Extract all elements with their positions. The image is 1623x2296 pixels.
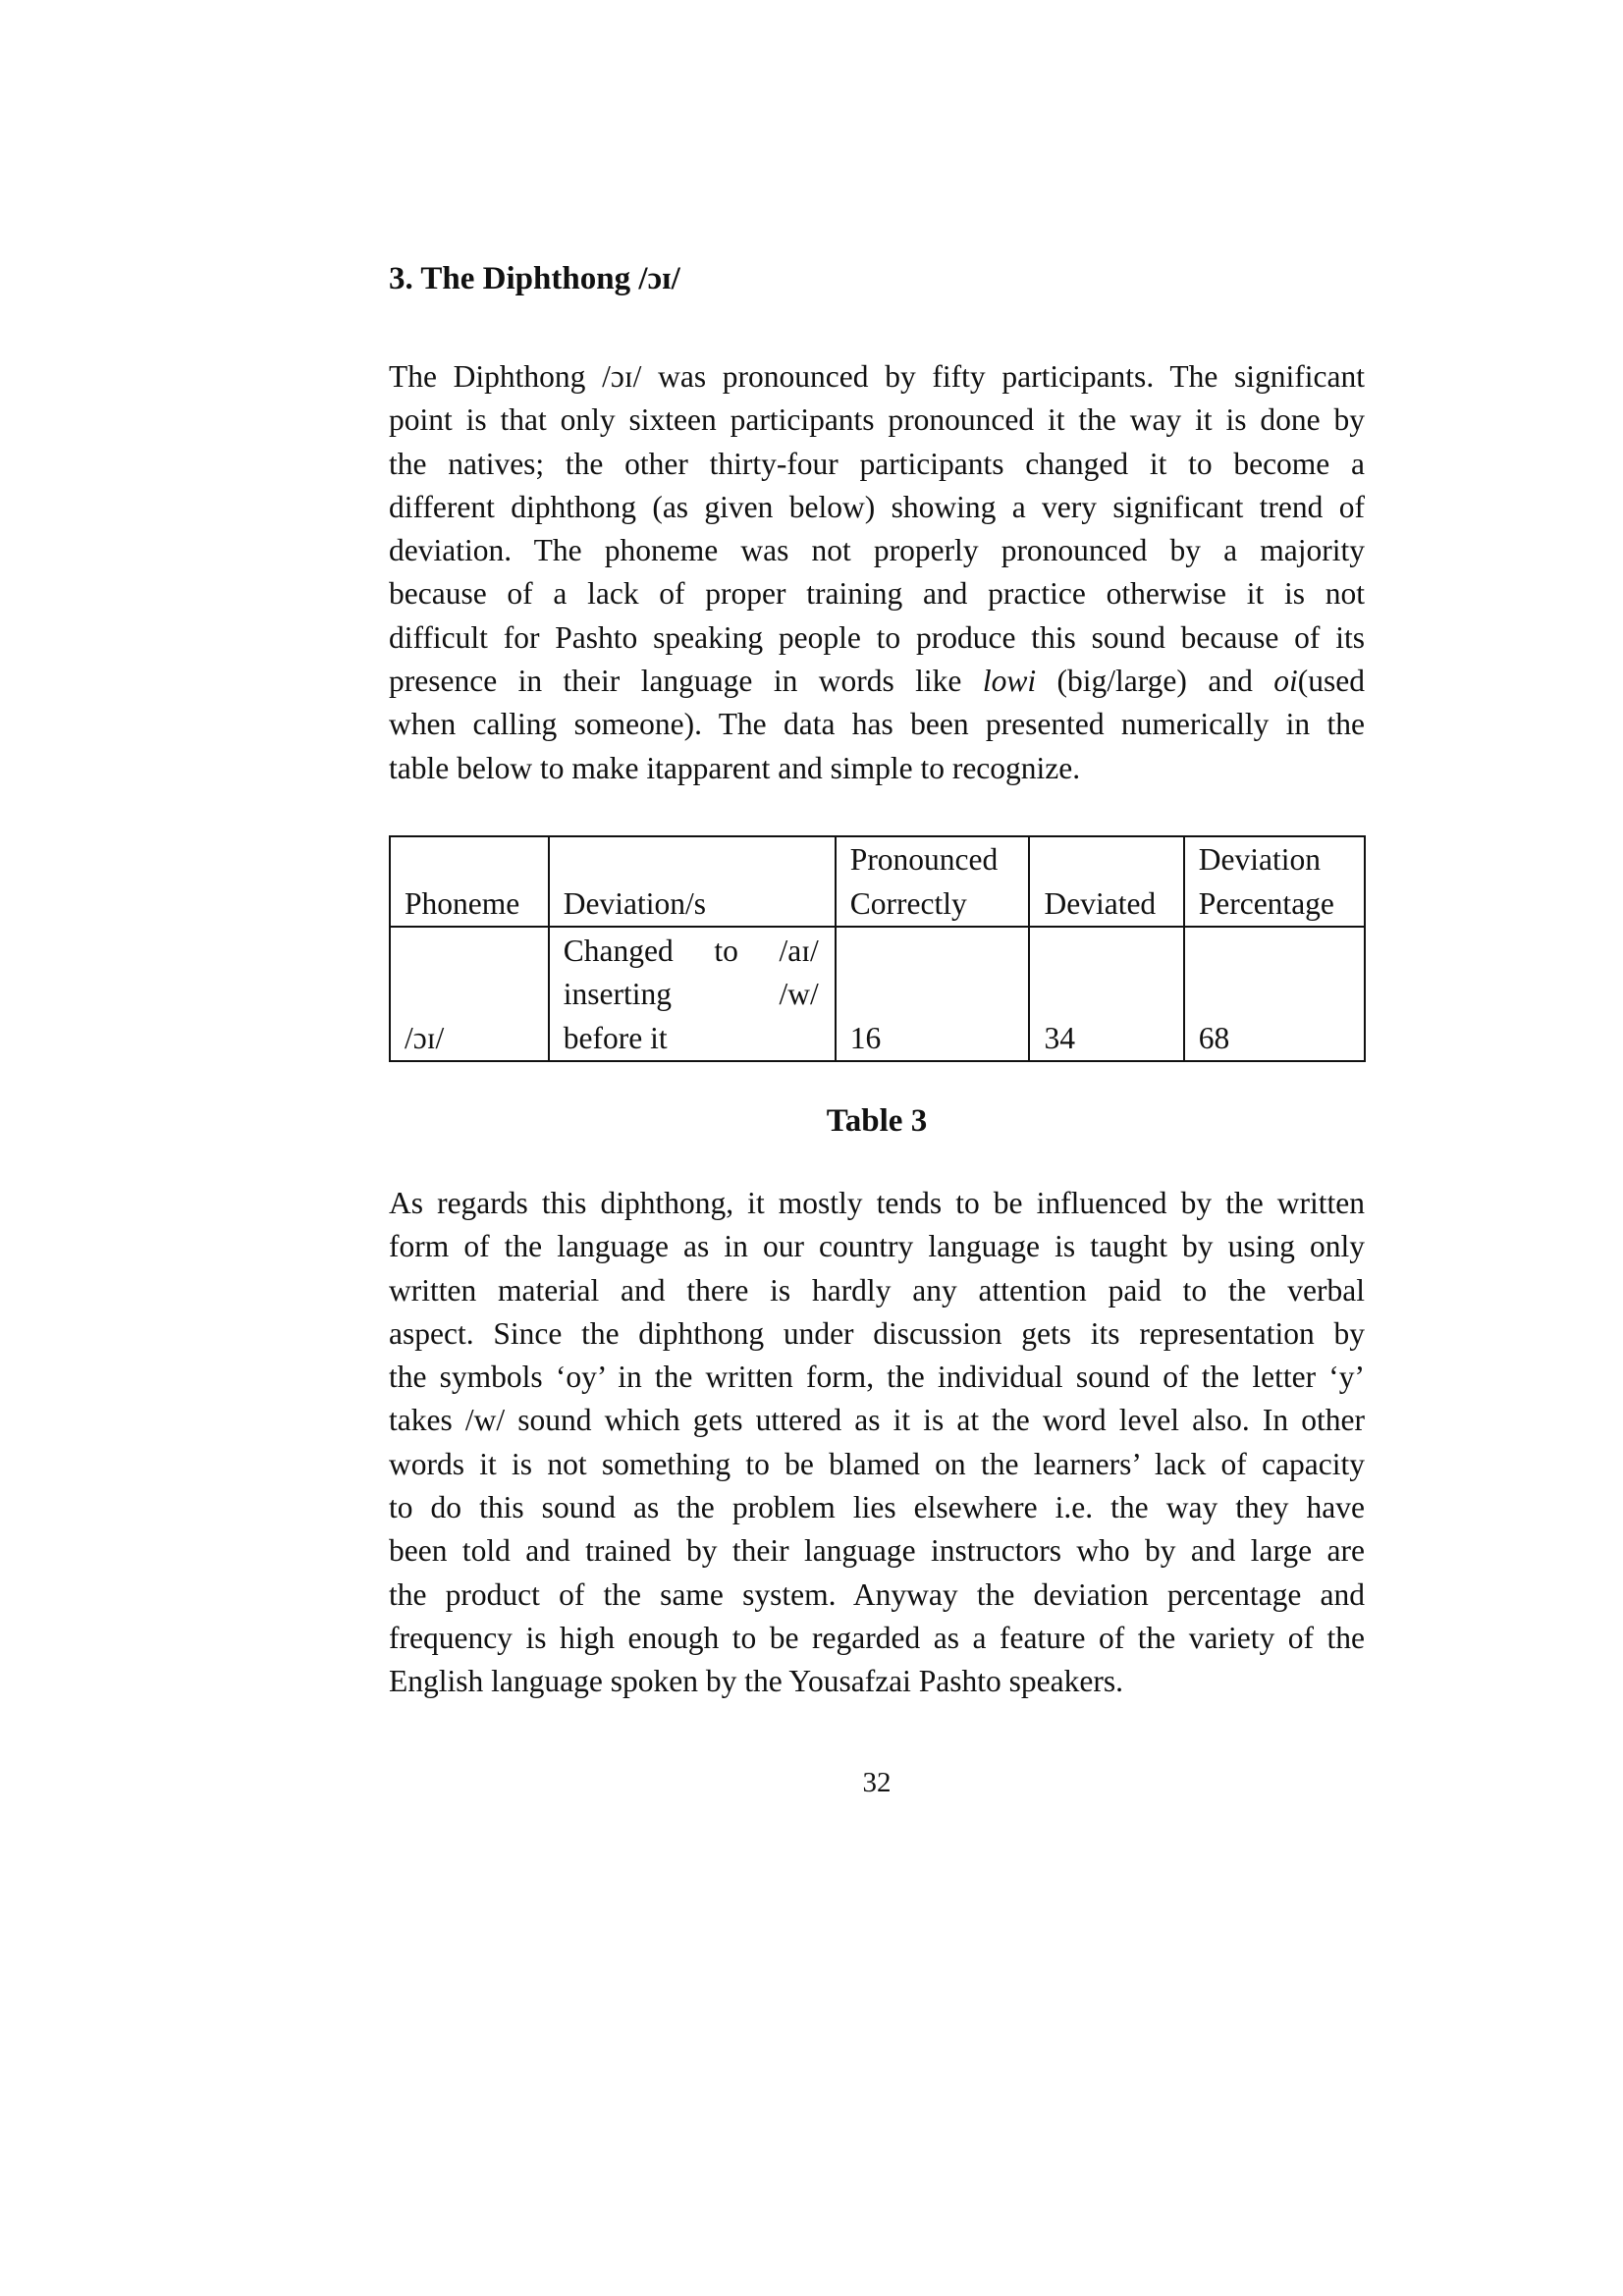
paragraph-line: point is that only sixteen participants pronounced it the way it is done by <box>389 402 1365 438</box>
paragraph-line: As regards this diphthong, it mostly tends to be influenced by the written <box>389 1186 1365 1220</box>
paragraph-line: table below to make itapparent and simple to recognize. <box>389 750 1081 785</box>
cell-pronounced-correctly: 16 <box>836 927 1030 1061</box>
cell-deviated: 34 <box>1029 927 1183 1061</box>
paragraph-line: frequency is high enough to be regarded as a feature of the variety of the <box>389 1620 1365 1655</box>
paragraph-line: because of a lack of proper training and practice otherwise it is not <box>389 576 1365 612</box>
deviation-table <box>389 835 1366 1062</box>
paragraph-discussion <box>389 1182 1365 1704</box>
paragraph-line: the symbols ‘oy’ in the written form, the individual sound of the letter ‘y’ <box>389 1360 1365 1395</box>
paragraph-line: the natives; the other thirty-four participants changed it to become a <box>389 446 1365 481</box>
paragraph-line: different diphthong (as given below) showing a very significant trend of <box>389 489 1365 524</box>
paragraph-line: The Diphthong /ɔɪ/ was pronounced by fifty participants. The significant <box>389 359 1365 394</box>
cell-deviations: Changed to /aɪ/ inserting /w/ before it <box>549 927 836 1061</box>
header-phoneme: Phoneme <box>390 836 549 927</box>
paragraph-line: been told and trained by their language instructors who by and large are <box>389 1533 1365 1569</box>
example-word-oi: oi <box>1273 664 1298 699</box>
header-deviation-percentage: Deviation Percentage <box>1184 836 1365 927</box>
header-pronounced-correctly: Pronounced Correctly <box>836 836 1030 927</box>
header-deviated: Deviated <box>1029 836 1183 927</box>
paragraph-line: difficult for Pashto speaking people to produce this sound because of its <box>389 619 1365 655</box>
paragraph-line: words it is not something to be blamed on the learners’ lack of capacity <box>389 1446 1365 1481</box>
paragraph-line: to do this sound as the problem lies elsewhere i.e. the way they have <box>389 1490 1365 1525</box>
cell-phoneme: /ɔɪ/ <box>390 927 549 1061</box>
paragraph-intro <box>389 355 1365 790</box>
paragraph-line: takes /w/ sound which gets uttered as it is at the word level also. In other <box>389 1403 1365 1438</box>
table-caption: Table 3 <box>826 1103 928 1139</box>
header-deviations: Deviation/s <box>549 836 836 927</box>
page-number: 32 <box>862 1767 892 1798</box>
text-segment: presence in their language in words like <box>389 664 983 699</box>
table-row <box>390 927 1365 1061</box>
paragraph-line: aspect. Since the diphthong under discussion gets its representation by <box>389 1315 1365 1351</box>
example-word-lowi: lowi <box>982 664 1037 699</box>
paragraph-line: form of the language as in our country language is taught by using only <box>389 1229 1365 1264</box>
text-segment: (used <box>1297 664 1365 699</box>
text-segment: (big/large) and <box>1036 664 1274 699</box>
paragraph-line: written material and there is hardly any attention paid to the verbal <box>389 1272 1365 1308</box>
paragraph-line: English language spoken by the Yousafzai Pashto speakers. <box>389 1664 1124 1699</box>
paragraph-line-with-examples <box>389 660 1365 703</box>
paragraph-line: the product of the same system. Anyway the deviation percentage and <box>389 1576 1365 1612</box>
table-header-row <box>390 836 1365 927</box>
paragraph-line: when calling someone). The data has been presented numerically in the <box>389 707 1365 742</box>
paragraph-line: deviation. The phoneme was not properly pronounced by a majority <box>389 533 1365 568</box>
section-heading: 3. The Diphthong /ɔɪ/ <box>389 261 680 296</box>
cell-deviation-percentage: 68 <box>1184 927 1365 1061</box>
